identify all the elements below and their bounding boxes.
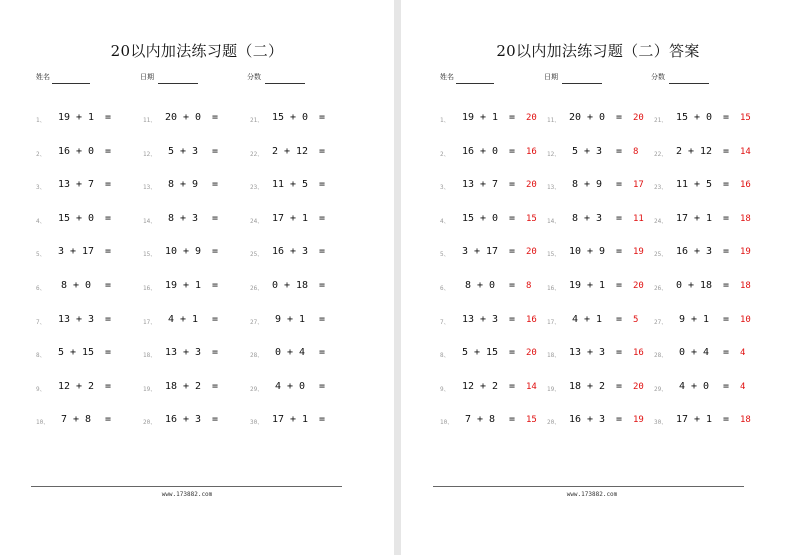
answer-value: 18 <box>740 281 751 291</box>
problem-expression: 19 + 1 <box>461 112 499 123</box>
equals-sign: = <box>105 380 112 392</box>
equals-sign: = <box>723 380 730 392</box>
problem-number: 10、 <box>440 419 454 427</box>
answer-value: 14 <box>740 146 751 157</box>
equals-sign: = <box>723 246 730 258</box>
problem-expression: 16 + 3 <box>164 414 202 426</box>
answer-value: 11 <box>633 213 644 224</box>
equals-sign: = <box>212 212 219 224</box>
problem-expression: 4 + 0 <box>274 380 306 392</box>
worksheet-page <box>0 0 394 555</box>
problem-expression: 19 + 1 <box>164 280 202 291</box>
problem-expression: 11 + 5 <box>675 179 713 191</box>
equals-sign: = <box>509 313 516 325</box>
score-field <box>247 72 261 82</box>
answer-value: 14 <box>526 381 537 392</box>
problem-expression: 15 + 0 <box>461 212 499 224</box>
problem-number: 16、 <box>547 285 561 292</box>
problem-expression: 13 + 7 <box>461 179 499 191</box>
name-label: 姓名 <box>440 73 454 81</box>
problem-expression: 16 + 0 <box>461 145 499 157</box>
name-field <box>440 72 454 82</box>
problem-expression: 20 + 0 <box>164 112 202 123</box>
problem-expression: 16 + 3 <box>675 246 713 258</box>
problem-number: 28、 <box>250 352 264 360</box>
footer-url: www.173882.com <box>566 491 618 498</box>
problem-number: 7、 <box>36 318 46 326</box>
problem-expression: 0 + 18 <box>271 280 309 291</box>
answer-value: 18 <box>740 415 751 426</box>
equals-sign: = <box>509 179 516 191</box>
equals-sign: = <box>105 347 112 359</box>
problem-number: 9、 <box>36 385 46 393</box>
problem-number: 18、 <box>547 352 561 360</box>
equals-sign: = <box>319 212 326 224</box>
problem-number: 20、 <box>547 419 561 427</box>
date-label: 日期 <box>140 73 154 81</box>
equals-sign: = <box>723 145 730 157</box>
equals-sign: = <box>616 280 623 291</box>
equals-sign: = <box>105 145 112 157</box>
problem-expression: 11 + 5 <box>271 179 309 191</box>
problem-number: 29、 <box>250 385 264 393</box>
equals-sign: = <box>616 414 623 426</box>
answer-value: 15 <box>740 113 751 123</box>
answer-value: 18 <box>740 213 751 224</box>
worksheet-title: 20以内加法练习题（二） <box>110 42 284 60</box>
problem-number: 4、 <box>36 217 46 225</box>
equals-sign: = <box>509 112 516 123</box>
problem-number: 12、 <box>547 150 561 158</box>
equals-sign: = <box>616 145 623 157</box>
answer-value: 20 <box>526 348 537 359</box>
equals-sign: = <box>723 112 730 123</box>
problem-expression: 8 + 0 <box>464 280 496 291</box>
equals-sign: = <box>723 347 730 359</box>
problem-expression: 12 + 2 <box>57 380 95 392</box>
problem-expression: 0 + 18 <box>675 280 713 291</box>
problem-number: 24、 <box>250 217 264 225</box>
problem-expression: 20 + 0 <box>568 112 606 123</box>
equals-sign: = <box>723 179 730 191</box>
problem-expression: 8 + 0 <box>60 280 92 291</box>
answer-value: 19 <box>633 247 644 258</box>
problem-expression: 5 + 3 <box>167 145 199 157</box>
problem-expression: 12 + 2 <box>461 380 499 392</box>
problem-expression: 0 + 4 <box>274 347 306 359</box>
problem-expression: 9 + 1 <box>274 313 306 325</box>
problem-number: 26、 <box>654 285 668 292</box>
name-field <box>36 72 50 82</box>
equals-sign: = <box>509 145 516 157</box>
equals-sign: = <box>212 246 219 258</box>
problem-number: 4、 <box>440 217 450 225</box>
equals-sign: = <box>105 313 112 325</box>
problem-number: 28、 <box>654 352 668 360</box>
answer-value: 20 <box>633 113 644 123</box>
problem-number: 10、 <box>36 419 50 427</box>
problem-expression: 17 + 1 <box>271 212 309 224</box>
problem-number: 3、 <box>440 184 450 192</box>
problem-number: 15、 <box>547 251 561 259</box>
name-blank-line <box>52 83 90 84</box>
problem-number: 23、 <box>654 184 668 192</box>
answer-value: 16 <box>526 314 537 325</box>
equals-sign: = <box>319 246 326 258</box>
answer-key-page <box>401 0 794 555</box>
equals-sign: = <box>616 347 623 359</box>
problem-expression: 2 + 12 <box>675 145 713 157</box>
problem-number: 18、 <box>143 352 157 360</box>
problem-expression: 9 + 1 <box>678 313 710 325</box>
answer-value: 8 <box>633 146 639 157</box>
problem-expression: 15 + 0 <box>271 112 309 123</box>
problem-number: 27、 <box>250 318 264 326</box>
problem-expression: 17 + 1 <box>271 414 309 426</box>
score-label: 分数 <box>247 73 261 81</box>
problem-expression: 19 + 1 <box>568 280 606 291</box>
problem-expression: 10 + 9 <box>568 246 606 258</box>
problem-expression: 7 + 8 <box>464 414 496 426</box>
date-label: 日期 <box>544 73 558 81</box>
equals-sign: = <box>105 414 112 426</box>
problem-number: 11、 <box>547 117 561 124</box>
answer-value: 20 <box>526 180 537 191</box>
equals-sign: = <box>616 246 623 258</box>
equals-sign: = <box>212 414 219 426</box>
problem-number: 24、 <box>654 217 668 225</box>
problem-number: 27、 <box>654 318 668 326</box>
equals-sign: = <box>509 380 516 392</box>
equals-sign: = <box>105 246 112 258</box>
problem-expression: 4 + 1 <box>167 313 199 325</box>
equals-sign: = <box>509 212 516 224</box>
problem-number: 1、 <box>440 117 450 124</box>
equals-sign: = <box>616 112 623 123</box>
problem-number: 22、 <box>654 150 668 158</box>
footer-url: www.173882.com <box>161 491 213 498</box>
equals-sign: = <box>212 280 219 291</box>
problem-expression: 13 + 3 <box>461 313 499 325</box>
equals-sign: = <box>212 145 219 157</box>
problem-expression: 8 + 3 <box>571 212 603 224</box>
problem-number: 30、 <box>250 419 264 427</box>
problem-number: 2、 <box>36 150 46 158</box>
answer-value: 20 <box>526 113 537 123</box>
problem-expression: 16 + 3 <box>568 414 606 426</box>
equals-sign: = <box>319 112 326 123</box>
equals-sign: = <box>509 280 516 291</box>
answer-value: 16 <box>526 146 537 157</box>
date-field <box>544 72 558 82</box>
answer-value: 4 <box>740 348 746 359</box>
equals-sign: = <box>212 380 219 392</box>
problem-expression: 8 + 9 <box>167 179 199 191</box>
equals-sign: = <box>105 112 112 123</box>
equals-sign: = <box>723 212 730 224</box>
problem-number: 19、 <box>547 385 561 393</box>
equals-sign: = <box>723 313 730 325</box>
equals-sign: = <box>105 179 112 191</box>
problem-expression: 0 + 4 <box>678 347 710 359</box>
problem-number: 19、 <box>143 385 157 393</box>
problem-expression: 10 + 9 <box>164 246 202 258</box>
problem-number: 14、 <box>547 217 561 225</box>
problem-expression: 3 + 17 <box>461 246 499 258</box>
problem-expression: 13 + 7 <box>57 179 95 191</box>
equals-sign: = <box>319 145 326 157</box>
problem-expression: 13 + 3 <box>568 347 606 359</box>
problem-number: 25、 <box>654 251 668 259</box>
answer-value: 10 <box>740 314 751 325</box>
problem-expression: 3 + 17 <box>57 246 95 258</box>
equals-sign: = <box>509 414 516 426</box>
answer-value: 5 <box>633 314 639 325</box>
problem-number: 14、 <box>143 217 157 225</box>
answer-value: 15 <box>526 415 537 426</box>
problem-expression: 16 + 0 <box>57 145 95 157</box>
problem-expression: 8 + 9 <box>571 179 603 191</box>
problem-number: 23、 <box>250 184 264 192</box>
answer-value: 8 <box>526 281 532 291</box>
problem-expression: 5 + 3 <box>571 145 603 157</box>
problem-expression: 5 + 15 <box>461 347 499 359</box>
problem-expression: 15 + 0 <box>675 112 713 123</box>
problem-number: 21、 <box>654 117 668 124</box>
problem-number: 8、 <box>440 352 450 360</box>
name-label: 姓名 <box>36 73 50 81</box>
equals-sign: = <box>212 112 219 123</box>
equals-sign: = <box>319 380 326 392</box>
answer-value: 19 <box>740 247 751 258</box>
problem-expression: 17 + 1 <box>675 414 713 426</box>
problem-number: 21、 <box>250 117 264 124</box>
problem-number: 30、 <box>654 419 668 427</box>
problem-number: 5、 <box>440 251 450 259</box>
problem-expression: 7 + 8 <box>60 414 92 426</box>
date-blank-line <box>158 83 198 84</box>
equals-sign: = <box>212 313 219 325</box>
score-blank-line <box>265 83 305 84</box>
problem-number: 12、 <box>143 150 157 158</box>
problem-number: 15、 <box>143 251 157 259</box>
problem-expression: 18 + 2 <box>164 380 202 392</box>
problem-number: 13、 <box>547 184 561 192</box>
equals-sign: = <box>212 347 219 359</box>
problem-expression: 19 + 1 <box>57 112 95 123</box>
answer-value: 4 <box>740 381 746 392</box>
answer-value: 17 <box>633 180 644 191</box>
problem-number: 5、 <box>36 251 46 259</box>
score-label: 分数 <box>651 73 665 81</box>
equals-sign: = <box>319 179 326 191</box>
equals-sign: = <box>319 280 326 291</box>
problem-expression: 13 + 3 <box>57 313 95 325</box>
name-blank-line <box>456 83 494 84</box>
problem-number: 7、 <box>440 318 450 326</box>
problem-expression: 13 + 3 <box>164 347 202 359</box>
problem-number: 29、 <box>654 385 668 393</box>
equals-sign: = <box>212 179 219 191</box>
equals-sign: = <box>105 280 112 291</box>
equals-sign: = <box>105 212 112 224</box>
score-field <box>651 72 665 82</box>
problem-number: 3、 <box>36 184 46 192</box>
date-field <box>140 72 154 82</box>
equals-sign: = <box>319 313 326 325</box>
problem-expression: 18 + 2 <box>568 380 606 392</box>
answer-key-title: 20以内加法练习题（二）答案 <box>496 42 700 60</box>
score-blank-line <box>669 83 709 84</box>
answer-value: 16 <box>633 348 644 359</box>
problem-number: 25、 <box>250 251 264 259</box>
answer-value: 19 <box>633 415 644 426</box>
problem-expression: 2 + 12 <box>271 145 309 157</box>
problem-expression: 15 + 0 <box>57 212 95 224</box>
problem-expression: 4 + 1 <box>571 313 603 325</box>
problem-number: 16、 <box>143 285 157 292</box>
equals-sign: = <box>723 414 730 426</box>
equals-sign: = <box>319 347 326 359</box>
problem-number: 17、 <box>547 318 561 326</box>
problem-expression: 8 + 3 <box>167 212 199 224</box>
problem-number: 9、 <box>440 385 450 393</box>
problem-number: 8、 <box>36 352 46 360</box>
problem-number: 6、 <box>440 285 450 292</box>
answer-value: 20 <box>633 281 644 291</box>
problem-number: 11、 <box>143 117 157 124</box>
answer-value: 16 <box>740 180 751 191</box>
problem-number: 20、 <box>143 419 157 427</box>
equals-sign: = <box>616 212 623 224</box>
equals-sign: = <box>509 246 516 258</box>
equals-sign: = <box>319 414 326 426</box>
problem-number: 2、 <box>440 150 450 158</box>
footer-divider <box>31 486 342 487</box>
footer-divider <box>433 486 744 487</box>
equals-sign: = <box>616 380 623 392</box>
answer-value: 20 <box>526 247 537 258</box>
problem-expression: 16 + 3 <box>271 246 309 258</box>
problem-number: 6、 <box>36 285 46 292</box>
equals-sign: = <box>616 179 623 191</box>
answer-value: 20 <box>633 381 644 392</box>
problem-expression: 17 + 1 <box>675 212 713 224</box>
equals-sign: = <box>723 280 730 291</box>
problem-number: 17、 <box>143 318 157 326</box>
answer-value: 15 <box>526 213 537 224</box>
problem-number: 26、 <box>250 285 264 292</box>
problem-number: 22、 <box>250 150 264 158</box>
equals-sign: = <box>509 347 516 359</box>
problem-number: 13、 <box>143 184 157 192</box>
problem-expression: 4 + 0 <box>678 380 710 392</box>
problem-expression: 5 + 15 <box>57 347 95 359</box>
problem-number: 1、 <box>36 117 46 124</box>
equals-sign: = <box>616 313 623 325</box>
date-blank-line <box>562 83 602 84</box>
